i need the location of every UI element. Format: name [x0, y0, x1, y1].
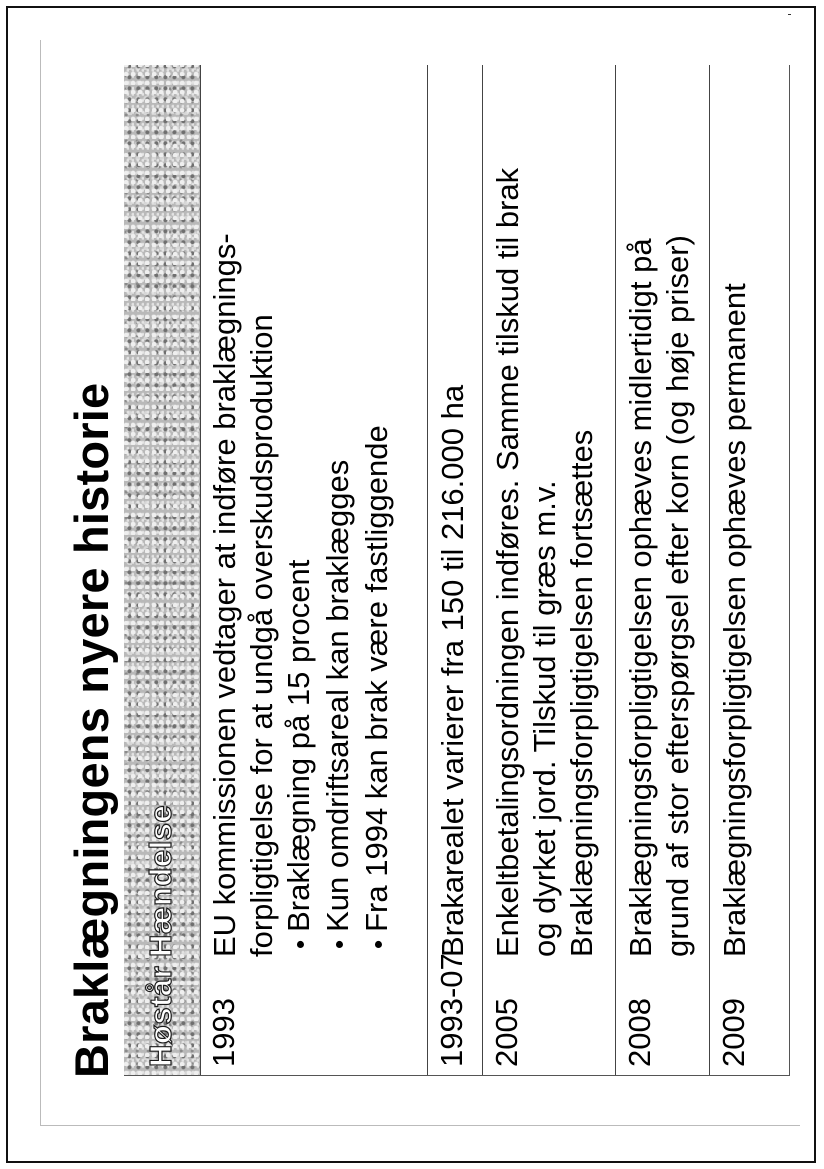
event-line: Braklægningsforpligtigelsen fortsættes — [564, 429, 599, 957]
table-row-2009 — [710, 65, 789, 1075]
table-row-2008 — [616, 65, 710, 1075]
scan-guide-vertical — [40, 40, 41, 1125]
table-row-2005 — [483, 65, 616, 1075]
header-event: Hændelse — [143, 804, 178, 957]
table-row-1993-07 — [428, 65, 483, 1075]
row-year: 1993-07 — [434, 953, 469, 1067]
rotated-slide — [62, 58, 792, 1098]
event-line: og dyrket jord. Tilskud til græs m.v. — [527, 480, 562, 957]
row-event — [434, 67, 471, 957]
table-header — [124, 65, 201, 1075]
scan-guide-horizontal — [40, 1125, 800, 1126]
row-event — [206, 67, 397, 957]
slide-title: Braklægningens nyere historie — [65, 382, 118, 1078]
scan-corner-mark — [788, 14, 791, 15]
header-year: Høstår — [143, 965, 178, 1067]
row-event — [716, 67, 753, 957]
event-line: EU kommissionen vedtager at indføre braklægnings- — [207, 233, 242, 957]
row-year: 1993 — [206, 998, 241, 1067]
event-line: Braklægningsforpligtigelsen ophæves permanent — [717, 283, 752, 957]
history-table — [124, 65, 790, 1076]
event-line: forpligtigelse for at undgå overskudsproduktion — [244, 314, 279, 957]
event-line: Brakarealet varierer fra 150 til 216.000 ha — [435, 384, 470, 957]
row-year: 2009 — [716, 998, 751, 1067]
row-event — [622, 67, 696, 957]
event-line: grund af stor efterspørgsel efter korn (og høje priser) — [660, 235, 695, 957]
row-year: 2008 — [622, 998, 657, 1067]
event-bullet: • Kun omdriftsareal kan braklægges — [319, 67, 358, 957]
event-bullet: • Braklægning på 15 procent — [280, 67, 319, 957]
table-row-1993 — [200, 65, 428, 1075]
event-line: Braklægningsforpligtigelsen ophæves midlertidigt på — [623, 238, 658, 957]
row-event — [489, 67, 600, 957]
row-year: 2005 — [489, 998, 524, 1067]
event-line: Enkeltbetalingsordningen indføres. Samme tilskud til brak — [490, 167, 525, 957]
event-bullet: • Fra 1994 kan brak være fastliggende — [358, 67, 397, 957]
